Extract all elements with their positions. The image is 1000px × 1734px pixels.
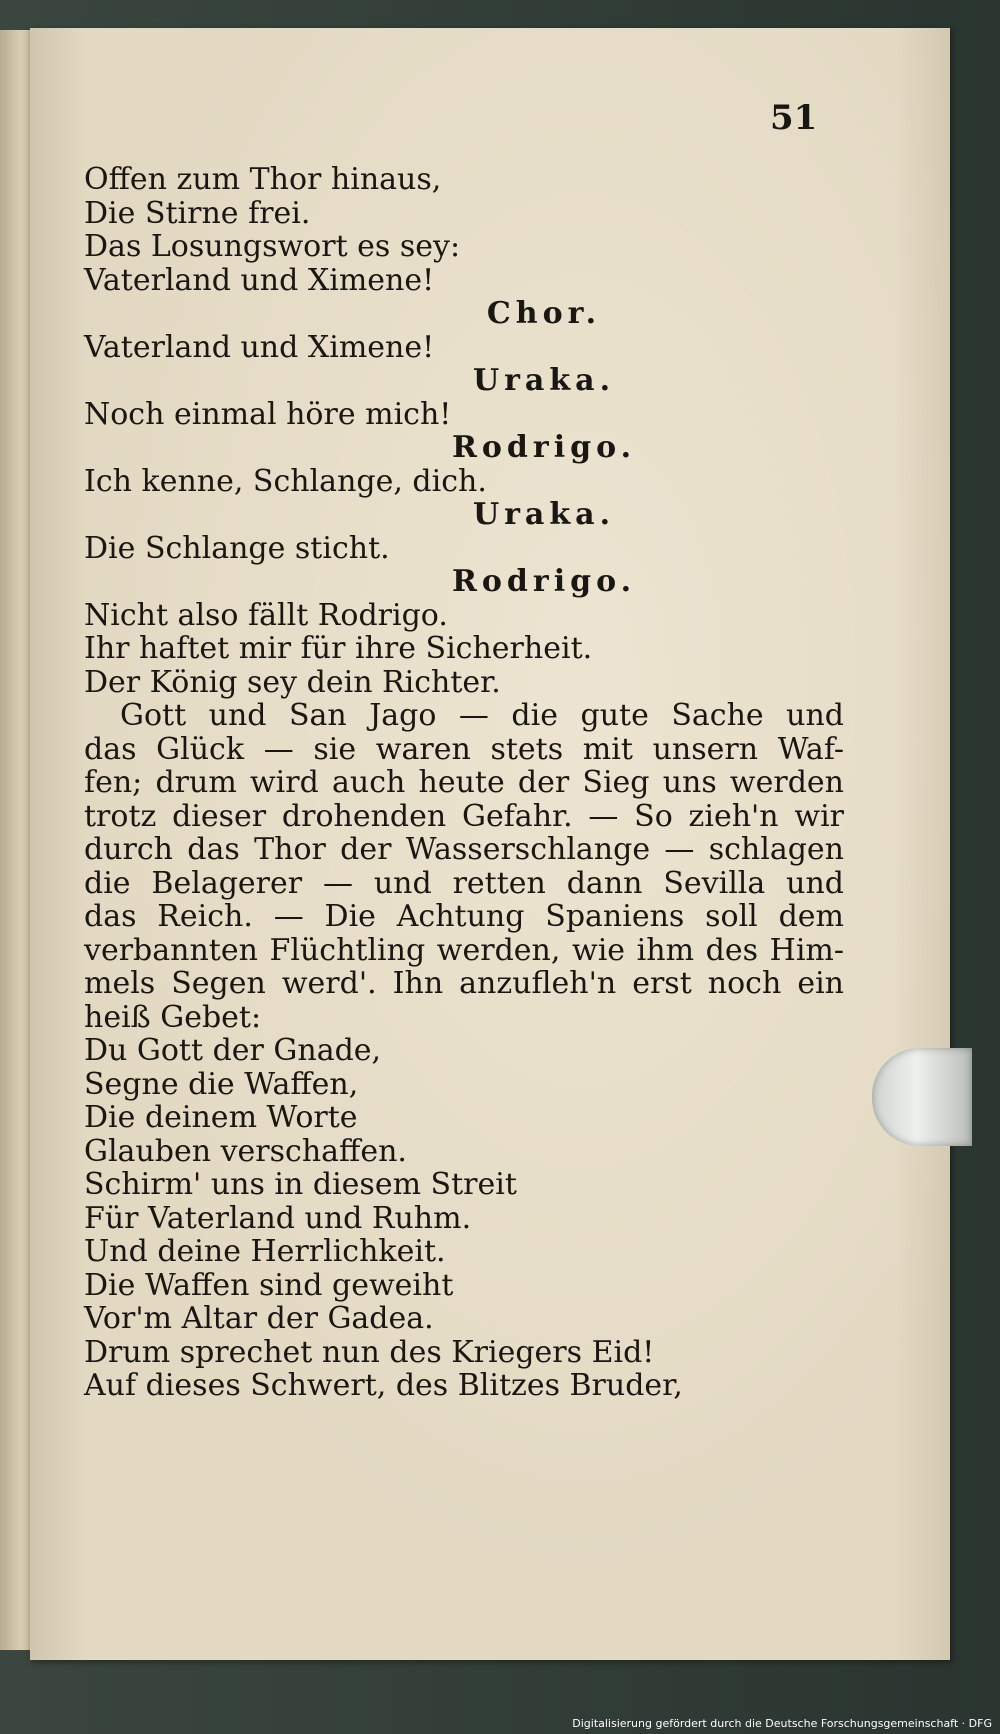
verse-line: Das Losungswort es sey: <box>84 229 461 264</box>
dfg-credit: Digitalisierung gefördert durch die Deutsche Forschungsgemeinschaft · DFG <box>572 1717 992 1730</box>
speaker-name: Rodrigo. <box>451 430 637 465</box>
prose-line: heiß Gebet: <box>84 999 262 1035</box>
prose-line: Gott und San Jago — die gute Sache und <box>120 698 844 733</box>
verse-line: Ich kenne, Schlange, dich. <box>84 463 487 499</box>
bookmark-clip <box>872 1048 972 1146</box>
prose-line: verbannten Flüchtling werden, wie ihm des Him- <box>84 932 844 968</box>
verse-line: Die deinem Worte <box>84 1100 358 1135</box>
verse-line: Drum sprechet nun des Kriegers Eid! <box>84 1334 655 1370</box>
speaker-name: Uraka. <box>472 497 616 532</box>
prose-line: die Belagerer — und retten dann Sevilla und <box>84 865 844 901</box>
page-number: 51 <box>770 98 818 138</box>
verse-line: Nicht also fällt Rodrigo. <box>84 597 448 633</box>
verse-line: Schirm' uns in diesem Streit <box>84 1167 517 1202</box>
verse-line: Die Waffen sind geweiht <box>84 1267 454 1303</box>
speaker-name: Uraka. <box>472 363 616 398</box>
verse-line: Noch einmal höre mich! <box>84 396 452 432</box>
verse-line: Vaterland und Ximene! <box>84 329 435 365</box>
verse-line: Für Vaterland und Ruhm. <box>84 1200 472 1236</box>
verse-line: Du Gott der Gnade, <box>84 1033 382 1068</box>
verse-line: Offen zum Thor hinaus, <box>84 162 442 197</box>
speaker-name: Chor. <box>486 296 602 331</box>
verse-line: Auf dieses Schwert, des Blitzes Bruder, <box>84 1368 683 1403</box>
prose-line: trotz dieser drohenden Gefahr. — So zieh'n wir <box>84 798 844 834</box>
verse-line: Ihr haftet mir für ihre Sicherheit. <box>84 631 593 666</box>
verse-line: Und deine Herrlichkeit. <box>84 1234 446 1269</box>
verse-line: Segne die Waffen, <box>84 1066 359 1102</box>
page-text <box>84 163 844 1403</box>
verse-line: Der König sey dein Richter. <box>84 664 501 700</box>
left-page-edge <box>0 30 30 1650</box>
speaker-name: Rodrigo. <box>451 564 637 599</box>
prose-line: fen; drum wird auch heute der Sieg uns werden <box>84 765 844 800</box>
verse-line: Vaterland und Ximene! <box>84 262 435 298</box>
prose-line: das Reich. — Die Achtung Spaniens soll dem <box>84 899 844 934</box>
prose-line: durch das Thor der Wasserschlange — schlagen <box>84 832 844 867</box>
prose-line: mels Segen werd'. Ihn anzufleh'n erst noch ein <box>84 966 844 1001</box>
verse-line: Vor'm Altar der Gadea. <box>84 1301 434 1336</box>
verse-line: Die Stirne frei. <box>84 195 311 231</box>
verse-line: Glauben verschaffen. <box>84 1133 407 1169</box>
prose-line: das Glück — sie waren stets mit unsern Waf- <box>84 731 844 767</box>
verse-line: Die Schlange sticht. <box>84 530 390 566</box>
book-page <box>30 28 950 1660</box>
